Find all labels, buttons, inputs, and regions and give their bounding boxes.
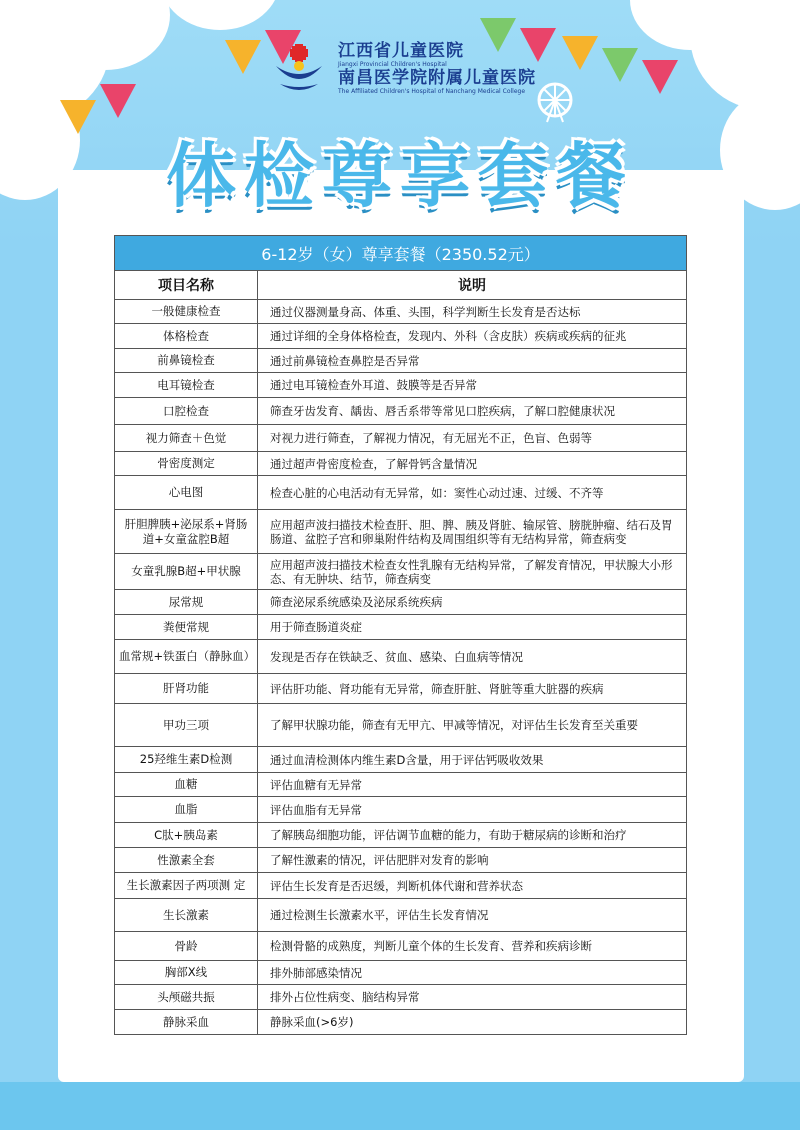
item-name: 骨龄 bbox=[115, 932, 258, 961]
item-name: 25羟维生素D检测 bbox=[115, 747, 258, 773]
item-name: 静脉采血 bbox=[115, 1010, 258, 1035]
bunting-flag bbox=[562, 36, 598, 70]
table-row bbox=[115, 476, 687, 510]
item-name: 心电图 bbox=[115, 476, 258, 510]
ferris-wheel-icon bbox=[533, 80, 577, 124]
item-name: 性激素全套 bbox=[115, 848, 258, 873]
table-row bbox=[115, 300, 687, 324]
item-name: 前鼻镜检查 bbox=[115, 349, 258, 373]
bottom-strip bbox=[0, 1082, 800, 1130]
item-description: 筛查牙齿发育、龋齿、唇舌系带等常见口腔疾病，了解口腔健康状况 bbox=[258, 398, 687, 425]
table-row bbox=[115, 590, 687, 615]
table-row bbox=[115, 510, 687, 554]
item-name: 骨密度测定 bbox=[115, 452, 258, 476]
table-row bbox=[115, 773, 687, 797]
hospital-name: 江西省儿童医院 bbox=[338, 41, 464, 61]
table-row bbox=[115, 747, 687, 773]
table-row bbox=[115, 615, 687, 640]
table-row bbox=[115, 452, 687, 476]
item-description: 通过详细的全身体格检查，发现内、外科（含皮肤）疾病或疾病的征兆 bbox=[258, 324, 687, 349]
item-description: 静脉采血(>6岁) bbox=[258, 1010, 687, 1035]
package-title: 6-12岁（女）尊享套餐（2350.52元） bbox=[115, 236, 687, 271]
item-description: 通过检测生长激素水平，评估生长发育情况 bbox=[258, 899, 687, 932]
bunting-flag bbox=[100, 84, 136, 118]
item-name: 尿常规 bbox=[115, 590, 258, 615]
table-row bbox=[115, 873, 687, 899]
table-row bbox=[115, 797, 687, 823]
item-name: 女童乳腺B超+甲状腺 bbox=[115, 554, 258, 590]
item-name: 电耳镜检查 bbox=[115, 373, 258, 398]
table-row bbox=[115, 961, 687, 985]
item-description: 通过血清检测体内维生素D含量，用于评估钙吸收效果 bbox=[258, 747, 687, 773]
column-header-item: 项目名称 bbox=[115, 271, 258, 300]
table-row bbox=[115, 674, 687, 704]
bunting-flag bbox=[225, 40, 261, 74]
item-name: C肽+胰岛素 bbox=[115, 823, 258, 848]
item-description: 对视力进行筛查，了解视力情况，有无屈光不正，色盲、色弱等 bbox=[258, 425, 687, 452]
item-name: 肝肾功能 bbox=[115, 674, 258, 704]
table-row bbox=[115, 373, 687, 398]
item-description: 发现是否存在铁缺乏、贫血、感染、白血病等情况 bbox=[258, 640, 687, 674]
item-name: 血脂 bbox=[115, 797, 258, 823]
table-row bbox=[115, 899, 687, 932]
item-description: 排外肺部感染情况 bbox=[258, 961, 687, 985]
table-row bbox=[115, 985, 687, 1010]
item-name: 体格检查 bbox=[115, 324, 258, 349]
item-description: 检测骨骼的成熟度，判断儿童个体的生长发育、营养和疾病诊断 bbox=[258, 932, 687, 961]
column-header-description: 说明 bbox=[258, 271, 687, 300]
page-title: 体检尊享套餐 bbox=[166, 135, 634, 217]
table-row bbox=[115, 704, 687, 747]
table-row bbox=[115, 932, 687, 961]
item-description: 评估肝功能、肾功能有无异常，筛查肝脏、肾脏等重大脏器的疾病 bbox=[258, 674, 687, 704]
table-row bbox=[115, 425, 687, 452]
table-row bbox=[115, 324, 687, 349]
item-description: 通过仪器测量身高、体重、头围，科学判断生长发育是否达标 bbox=[258, 300, 687, 324]
table-row bbox=[115, 349, 687, 373]
bunting-flag bbox=[642, 60, 678, 94]
table-row bbox=[115, 1010, 687, 1035]
hospital-name-en: Jiangxi Provincial Children's Hospital bbox=[338, 61, 447, 68]
item-description: 筛查泌尿系统感染及泌尿系统疾病 bbox=[258, 590, 687, 615]
item-description: 了解性激素的情况，评估肥胖对发育的影响 bbox=[258, 848, 687, 873]
bunting-flag bbox=[602, 48, 638, 82]
item-name: 头颅磁共振 bbox=[115, 985, 258, 1010]
package-table bbox=[114, 235, 687, 1035]
item-name: 粪便常规 bbox=[115, 615, 258, 640]
table-row bbox=[115, 554, 687, 590]
table-row bbox=[115, 848, 687, 873]
item-name: 口腔检查 bbox=[115, 398, 258, 425]
item-name: 血常规+铁蛋白（静脉血） bbox=[115, 640, 258, 674]
item-description: 了解胰岛细胞功能，评估调节血糖的能力，有助于糖尿病的诊断和治疗 bbox=[258, 823, 687, 848]
item-description: 通过前鼻镜检查鼻腔是否异常 bbox=[258, 349, 687, 373]
item-description: 应用超声波扫描技术检查女性乳腺有无结构异常，了解发育情况，甲状腺大小形态、有无肿块、结节，筛查病变 bbox=[258, 554, 687, 590]
item-name: 甲功三项 bbox=[115, 704, 258, 747]
table-row bbox=[115, 823, 687, 848]
affiliate-name-en: The Affiliated Children's Hospital of Nanchang Medical College bbox=[338, 88, 526, 95]
hospital-emblem-icon bbox=[270, 44, 332, 94]
item-name: 血糖 bbox=[115, 773, 258, 797]
item-description: 用于筛查肠道炎症 bbox=[258, 615, 687, 640]
item-description: 评估生长发育是否迟缓，判断机体代谢和营养状态 bbox=[258, 873, 687, 899]
item-description: 通过电耳镜检查外耳道、鼓膜等是否异常 bbox=[258, 373, 687, 398]
item-name: 胸部X线 bbox=[115, 961, 258, 985]
item-description: 评估血糖有无异常 bbox=[258, 773, 687, 797]
item-name: 视力筛查＋色觉 bbox=[115, 425, 258, 452]
hospital-logo bbox=[270, 42, 536, 96]
table-row bbox=[115, 398, 687, 425]
table-row bbox=[115, 640, 687, 674]
item-description: 通过超声骨密度检查，了解骨钙含量情况 bbox=[258, 452, 687, 476]
item-description: 检查心脏的心电活动有无异常，如：窦性心动过速、过缓、不齐等 bbox=[258, 476, 687, 510]
item-name: 生长激素因子两项测 定 bbox=[115, 873, 258, 899]
item-description: 应用超声波扫描技术检查肝、胆、脾、胰及肾脏、输尿管、膀胱肿瘤、结石及胃肠道、盆腔子宫和卵巢附件结构及周围组织等有无结构异常，筛查病变 bbox=[258, 510, 687, 554]
affiliate-name: 南昌医学院附属儿童医院 bbox=[338, 68, 536, 88]
item-description: 排外占位性病变、脑结构异常 bbox=[258, 985, 687, 1010]
item-name: 一般健康检查 bbox=[115, 300, 258, 324]
item-description: 评估血脂有无异常 bbox=[258, 797, 687, 823]
item-name: 肝胆脾胰+泌尿系+肾肠道+女童盆腔B超 bbox=[115, 510, 258, 554]
item-description: 了解甲状腺功能，筛查有无甲亢、甲减等情况，对评估生长发育至关重要 bbox=[258, 704, 687, 747]
item-name: 生长激素 bbox=[115, 899, 258, 932]
